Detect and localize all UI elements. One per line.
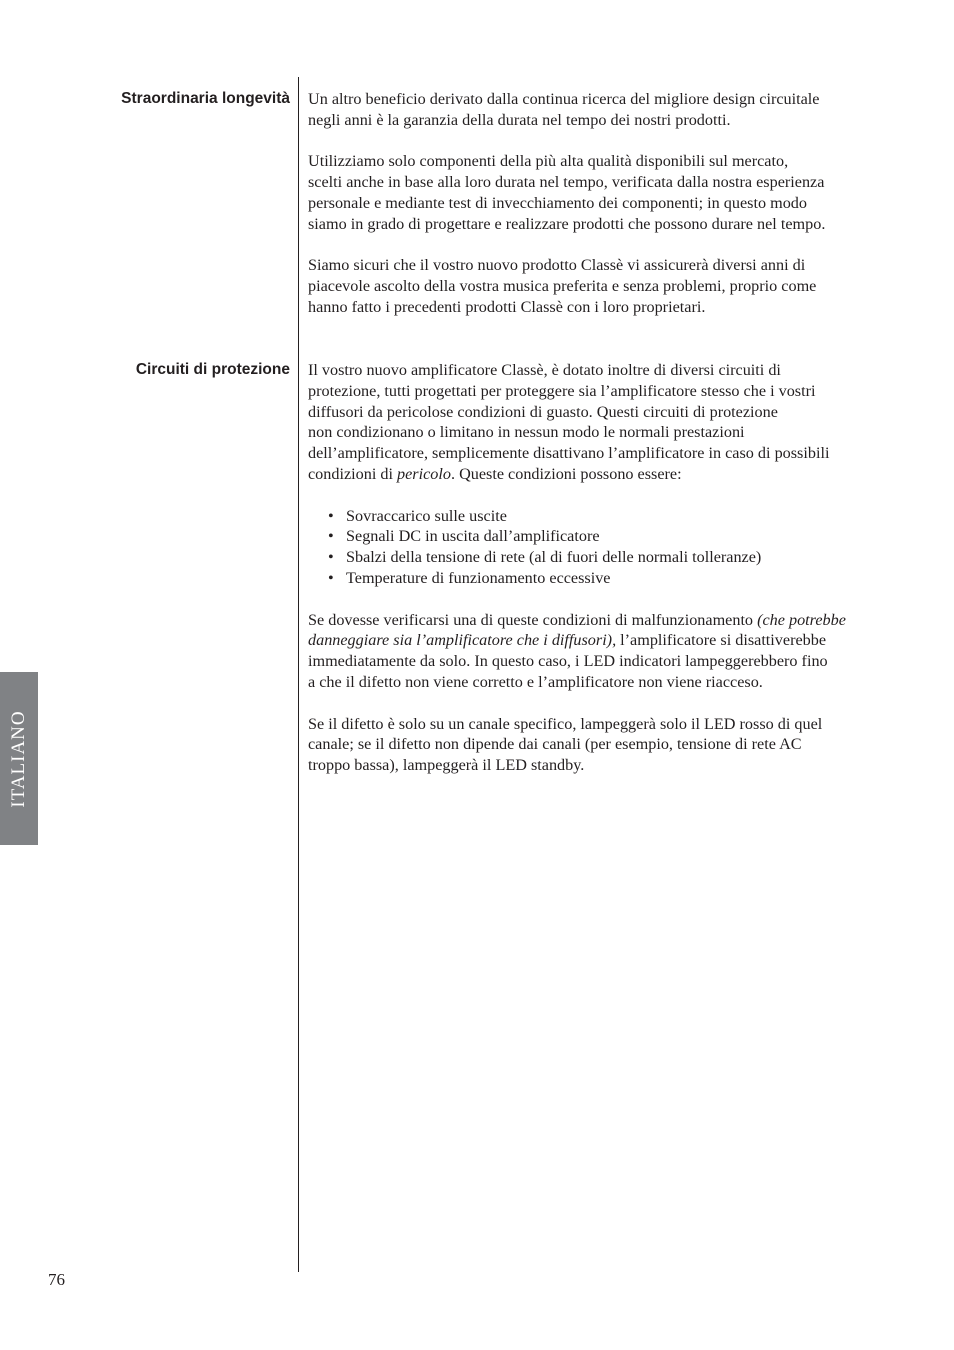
paragraph-malfunction: Se dovesse verificarsi una di queste condizioni di malfunzionamento (che potrebbe danneggiare sia l’amplificatore che i diffusori), l’amplificatore si disattiverebbe immediatamente da solo. In questo caso, i LED indicatori lampeggerebbero fino a che il difetto non viene corretto e l’amplificatore non viene riacceso. [308,610,846,691]
paragraph-closing: Se il difetto è solo su un canale specifico, lampeggerà solo il LED rosso di quel canale; se il difetto non dipende dai canali (per esempio, tensione di rete AC troppo bassa), lampeggerà il LED standby. [308,714,823,775]
column-divider [298,77,299,1272]
condition-list [308,506,868,589]
list-item: • Sovraccarico sulle uscite [346,506,868,527]
page-number: 76 [48,1270,65,1289]
section-body-protection [308,360,868,797]
language-tab [0,672,38,845]
paragraph: Siamo sicuri che il vostro nuovo prodotto Classè vi assicurerà diversi anni di piacevole ascolto della vostra musica preferita e senza problemi, proprio come hanno fatto i precedenti prodotti Classè con i loro proprietari. [308,256,817,316]
language-tab-label: ITALIANO [8,709,29,808]
section-heading-longevity: Straordinaria longevità [121,90,290,107]
section-heading-protection: Circuiti di protezione [135,361,290,378]
list-item: • Sbalzi della tensione di rete (al di fuori delle normali tolleranze) [346,547,868,568]
paragraph-intro: Il vostro nuovo amplificatore Classè, è dotato inoltre di diversi circuiti di protezione, tutti progettati per proteggere sia l’amplificatore stesso che i vostri diffusori da pericolose condizioni di guasto. Questi circuiti di protezione non condizionano o limitano in nessun modo le normali prestazioni dell’amplificatore, semplicemente disattivano l’amplificatore in caso di possibili condizioni di pericolo. Queste condizioni possono essere: [308,361,830,483]
list-item: • Temperature di funzionamento eccessive [346,568,868,589]
section-body-longevity [308,89,868,339]
list-item: • Segnali DC in uscita dall’amplificatore [346,526,868,547]
paragraph: Un altro beneficio derivato dalla continua ricerca del migliore design circuitale negli anni è la garanzia della durata nel tempo dei nostri prodotti. [308,90,820,129]
paragraph: Utilizziamo solo componenti della più alta qualità disponibili sul mercato, scelti anche in base alla loro durata nel tempo, verificata dalla nostra esperienza personale e mediante test di invecchiamento dei componenti; in questo modo siamo in grado di progettare e realizzare prodotti che possono durare nel tempo. [308,152,826,233]
